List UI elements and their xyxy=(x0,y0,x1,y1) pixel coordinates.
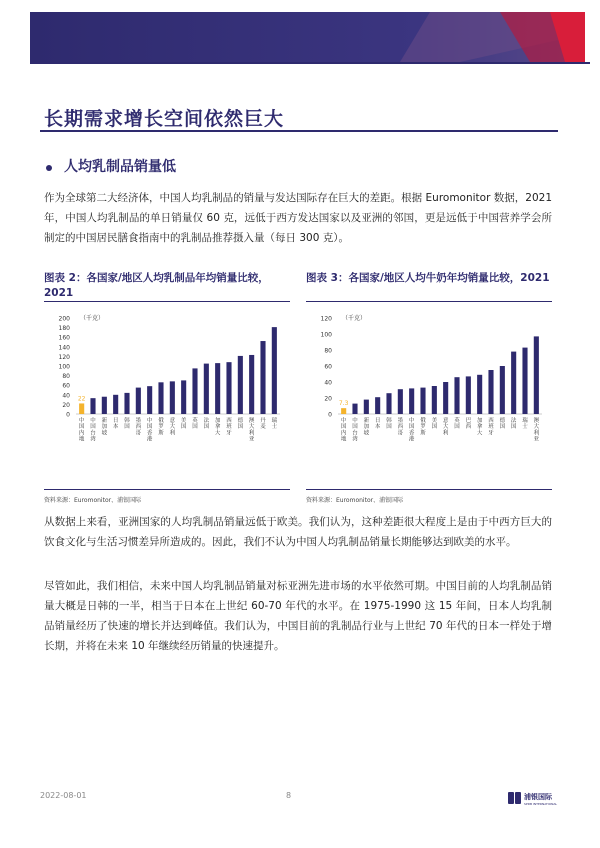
x-tick-label: 意大利 xyxy=(169,418,176,437)
bar xyxy=(226,362,231,414)
bar xyxy=(500,366,505,414)
figure-milk-per-capita xyxy=(306,271,552,504)
x-tick-label: 瑞士 xyxy=(522,418,528,431)
x-tick-label: 加拿大 xyxy=(476,418,483,437)
y-tick-label: 20 xyxy=(62,401,70,409)
spdb-logo xyxy=(508,789,568,807)
figure-source: 资料来源：Euromonitor、浦银国际 xyxy=(306,497,404,504)
x-tick-label: 中国香港 xyxy=(146,418,153,443)
x-tick-label: 英国 xyxy=(454,418,460,431)
y-tick-label: 40 xyxy=(324,379,332,387)
bar xyxy=(147,386,152,414)
chart-dairy-per-capita xyxy=(44,302,290,482)
data-label: 22 xyxy=(77,395,86,403)
x-tick-label: 澳大利亚 xyxy=(533,418,540,443)
y-tick-label: 120 xyxy=(320,315,332,323)
header-underline xyxy=(30,62,590,64)
bar xyxy=(181,380,186,414)
x-tick-label: 中国台湾 xyxy=(90,418,96,443)
x-tick-label: 丹麦 xyxy=(260,418,266,431)
x-tick-label: 美国 xyxy=(431,418,438,431)
x-tick-label: 德国 xyxy=(237,418,244,431)
bar xyxy=(204,364,209,414)
x-tick-label: 西班牙 xyxy=(488,418,494,437)
bar xyxy=(364,400,369,414)
bar xyxy=(420,388,425,414)
x-tick-label: 中国内地 xyxy=(340,418,347,443)
y-tick-label: 80 xyxy=(324,347,332,355)
bar xyxy=(113,395,118,414)
bar xyxy=(466,376,471,414)
paragraph-outlook: 尽管如此，我们相信，未来中国人均乳制品销量对标亚洲先进市场的水平依然可期。中国目前的人均乳制品销量大概是日韩的一半，相当于日本在上世纪 60-70 年代的水平。在 1975-1990 这 15 年间，日本人均乳制品销量经历了快速的增长并达到峰值。我们认为，中国目前的乳制品行业与上世纪 70 年代的日本一样处于增长期，并将在未来 10 年继续经历销量的快速提升。 xyxy=(44,580,552,652)
paragraph-asia-vs-west: 从数据上来看，亚洲国家的人均乳制品销量远低于欧美。我们认为，这种差距很大程度上是由于中西方巨大的饮食文化与生活习惯差异所造成的。因此，我们不认为中国人均乳制品销量长期能够达到欧美的水平。 xyxy=(44,516,552,548)
paragraph-intro: 作为全球第二大经济体，中国人均乳制品的销量与发达国际存在巨大的差距。根据 Euromonitor 数据，2021 年，中国人均乳制品的单日销量仅 60 克，远低于西方发达国家以及亚洲的邻国，更是远低于中国营养学会所制定的中国居民膳食指南中的乳制品推荐摄入量（每日 300 克）。 xyxy=(44,192,552,244)
x-tick-label: 韩国 xyxy=(386,418,392,431)
bar xyxy=(522,348,527,414)
bar xyxy=(432,386,437,414)
bar xyxy=(124,393,129,414)
x-tick-label: 意大利 xyxy=(442,418,449,437)
bar xyxy=(341,408,346,414)
bar xyxy=(238,356,243,414)
x-tick-label: 德国 xyxy=(499,418,506,431)
figure-source: 资料来源：Euromonitor、浦银国际 xyxy=(44,497,142,504)
bar xyxy=(102,397,107,414)
y-tick-label: 140 xyxy=(58,344,70,352)
figure-dairy-per-capita xyxy=(44,271,290,504)
bullet-dot-icon xyxy=(46,165,52,171)
data-label: 7.3 xyxy=(338,400,349,408)
x-tick-label: 新加坡 xyxy=(363,418,370,437)
chart-milk-per-capita xyxy=(306,302,552,482)
x-tick-label: 中国香港 xyxy=(408,418,415,443)
y-tick-label: 180 xyxy=(58,325,70,333)
x-tick-label: 澳大利亚 xyxy=(248,418,255,443)
bar xyxy=(136,388,141,414)
bar xyxy=(352,404,357,414)
bar xyxy=(375,397,380,414)
bar xyxy=(386,393,391,414)
x-tick-label: 法国 xyxy=(203,418,210,431)
bar xyxy=(534,336,539,414)
page-number: 8 xyxy=(286,791,292,800)
x-tick-label: 墨西哥 xyxy=(397,418,404,437)
x-tick-label: 俄罗斯 xyxy=(158,418,164,437)
logo-text: 浦银国际 xyxy=(524,793,552,801)
x-tick-label: 新加坡 xyxy=(101,418,108,437)
x-tick-label: 加拿大 xyxy=(214,418,221,437)
bar xyxy=(443,382,448,414)
bar xyxy=(192,368,197,414)
bullet-title: 人均乳制品销量低 xyxy=(64,159,176,175)
footer-date: 2022-08-01 xyxy=(40,791,87,800)
y-tick-label: 100 xyxy=(58,363,70,371)
bar xyxy=(477,375,482,414)
x-tick-label: 西班牙 xyxy=(226,418,232,437)
x-tick-label: 美国 xyxy=(180,418,187,431)
section-title-rule xyxy=(40,130,558,132)
x-tick-label: 瑞士 xyxy=(271,418,278,431)
figure-caption: 图表 2：各国家/地区人均乳制品年均销量比较，2021 xyxy=(44,272,269,299)
y-tick-label: 60 xyxy=(62,382,70,390)
y-tick-label: 120 xyxy=(58,353,70,361)
logo-subtext: SPDB INTERNATIONAL xyxy=(524,802,558,806)
y-tick-label: 0 xyxy=(66,411,70,419)
bar xyxy=(511,352,516,414)
bar xyxy=(272,327,277,414)
x-tick-label: 法国 xyxy=(510,418,517,431)
x-tick-label: 巴西 xyxy=(465,418,472,431)
x-tick-label: 韩国 xyxy=(124,418,130,431)
x-tick-label: 中国台湾 xyxy=(352,418,358,443)
unit-label: （千克） xyxy=(80,315,105,322)
x-tick-label: 墨西哥 xyxy=(135,418,142,437)
bar xyxy=(409,388,414,414)
bar xyxy=(488,370,493,414)
bar xyxy=(454,377,459,414)
y-tick-label: 200 xyxy=(58,315,70,323)
bar xyxy=(249,355,254,414)
bar xyxy=(398,389,403,414)
figure-source-rule xyxy=(306,489,552,490)
bar xyxy=(170,381,175,414)
figure-source-rule xyxy=(44,489,290,490)
y-tick-label: 80 xyxy=(62,373,70,381)
y-tick-label: 20 xyxy=(324,395,332,403)
header-banner xyxy=(30,12,585,62)
bar xyxy=(215,363,220,414)
y-tick-label: 160 xyxy=(58,334,70,342)
bar xyxy=(260,341,265,414)
unit-label: （千克） xyxy=(342,315,367,322)
bar xyxy=(90,398,95,414)
section-title: 长期需求增长空间依然巨大 xyxy=(44,108,285,130)
y-tick-label: 40 xyxy=(62,392,70,400)
bar xyxy=(158,382,163,414)
x-tick-label: 日本 xyxy=(374,418,381,431)
y-tick-label: 100 xyxy=(320,331,332,339)
figure-caption: 图表 3：各国家/地区人均牛奶年均销量比较，2021 xyxy=(306,272,550,284)
x-tick-label: 英国 xyxy=(192,418,198,431)
x-tick-label: 俄罗斯 xyxy=(420,418,426,437)
y-tick-label: 0 xyxy=(328,411,332,419)
y-tick-label: 60 xyxy=(324,363,332,371)
bar xyxy=(79,403,84,414)
x-tick-label: 中国内地 xyxy=(78,418,85,443)
x-tick-label: 日本 xyxy=(112,418,119,431)
